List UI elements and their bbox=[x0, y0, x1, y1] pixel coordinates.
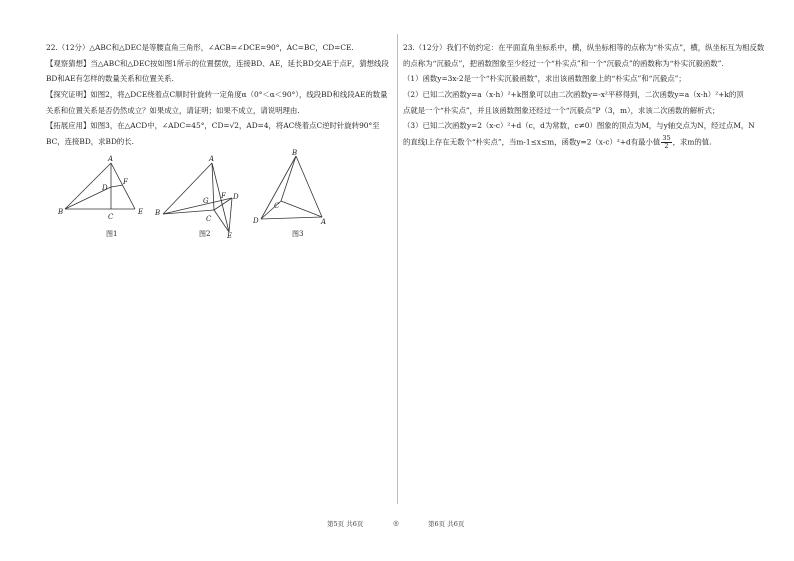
fig2-label-f: F bbox=[221, 192, 226, 200]
q23-part3: （3）已知二次函数y=2（x-c）²+d（c，d为常数，c≠0）图象的顶点为M，与y轴交点为N，经过点M，N bbox=[403, 121, 755, 131]
q23-header: 23.（12分）我们不妨约定：在平面直角坐标系中，横，纵坐标相等的点称为“朴实点”，横，纵坐标互为相反数 bbox=[403, 43, 765, 52]
q22-header: 22.（12分）△ABC和△DEC是等腰直角三角形，∠ACB=∠DCE=90°，AC=BC，CD=CE. bbox=[46, 43, 354, 52]
q22-expand-b: ，AD=4，将AC绕着点C逆时针旋转90°至 bbox=[238, 121, 380, 131]
fig2-label-e: E bbox=[227, 232, 233, 240]
fraction-numerator: 35 bbox=[662, 133, 671, 142]
fig2-caption: 图2 bbox=[199, 230, 211, 238]
q22-expand-cont: BC，连接BD，求BD的长. bbox=[46, 136, 135, 146]
fig1-caption: 图1 bbox=[106, 230, 118, 238]
fig1-label-a: A bbox=[108, 155, 114, 163]
q23-part3-cont bbox=[403, 135, 778, 150]
fraction-35-over-2 bbox=[661, 135, 671, 150]
fig1-label-c: C bbox=[108, 213, 114, 221]
fig3-label-d: D bbox=[253, 217, 259, 225]
fig2-label-a: A bbox=[209, 155, 215, 163]
fig1-label-b: B bbox=[58, 208, 64, 216]
fig2-label-g: G bbox=[203, 197, 209, 205]
q22-prove-cont: 关系和位置关系是否仍然成立？如果成立，请证明；如果不成立，请说明理由. bbox=[46, 105, 300, 115]
q22-observe: 【观察猜想】当△ABC和△DEC按如图1所示的位置摆放，连接BD、AE，延长BD交AE于点F，猜想线段 bbox=[46, 58, 389, 68]
footer-left-page: 第5页 共6页 bbox=[327, 520, 364, 528]
figure-3 bbox=[261, 156, 322, 219]
q23-part2-cont: 点就是一个“朴实点”，并且该函数图象还经过一个“沉毅点”P（3，m），求该二次函数的解析式； bbox=[403, 105, 720, 115]
fig2-label-c: C bbox=[206, 215, 212, 223]
fig3-caption: 图3 bbox=[292, 230, 304, 238]
figure-1 bbox=[65, 163, 135, 209]
fig1-label-f: F bbox=[123, 178, 128, 186]
q23-part3-a: 的直线l上存在无数个“朴实点”，当m-1≤x≤m，函数y=2（x-c）²+d有最小值 bbox=[403, 137, 661, 147]
fig2-label-d: D bbox=[233, 193, 239, 201]
q22-prove: 【探究证明】如图2，将△DCE绕着点C顺时针旋转一定角度α（0°＜α＜90°），线段BD和线段AE的数量 bbox=[46, 89, 388, 99]
fig3-label-a: A bbox=[321, 218, 327, 226]
q22-observe-cont: BD和AE有怎样的数量关系和位置关系. bbox=[46, 74, 174, 84]
fig3-label-b: B bbox=[292, 149, 298, 157]
q22-expand-a: 【拓展应用】如图3，在△ACD中，∠ADC=45°，CD= bbox=[46, 121, 230, 131]
fig1-label-d: D bbox=[102, 184, 108, 192]
footer-center-mark: ◎ bbox=[393, 519, 399, 527]
footer-right-page: 第6页 共6页 bbox=[428, 520, 465, 528]
q23-part2: （2）已知二次函数y=a（x-h）²+k图象可以由二次函数y=-x²平移得到，二次函数y=a（x-h）²+k的顶 bbox=[403, 89, 744, 99]
q23-part1: （1）函数y=3x-2是一个“朴实沉毅函数”，求出该函数图象上的“朴实点”和“沉毅点”； bbox=[403, 74, 686, 84]
q23-line2: 的点称为“沉毅点”，把函数图象至少经过一个“朴实点”和一个“沉毅点”的函数称为“朴实沉毅函数”. bbox=[403, 58, 724, 68]
sqrt-two: √2 bbox=[229, 121, 239, 131]
q23-part3-b: ，求m的值. bbox=[672, 137, 712, 147]
fig1-label-e: E bbox=[138, 208, 144, 216]
fig3-label-c: C bbox=[274, 202, 280, 210]
question-23 bbox=[403, 41, 778, 152]
fig2-label-b: B bbox=[155, 209, 161, 217]
fraction-denominator: 2 bbox=[664, 141, 669, 150]
